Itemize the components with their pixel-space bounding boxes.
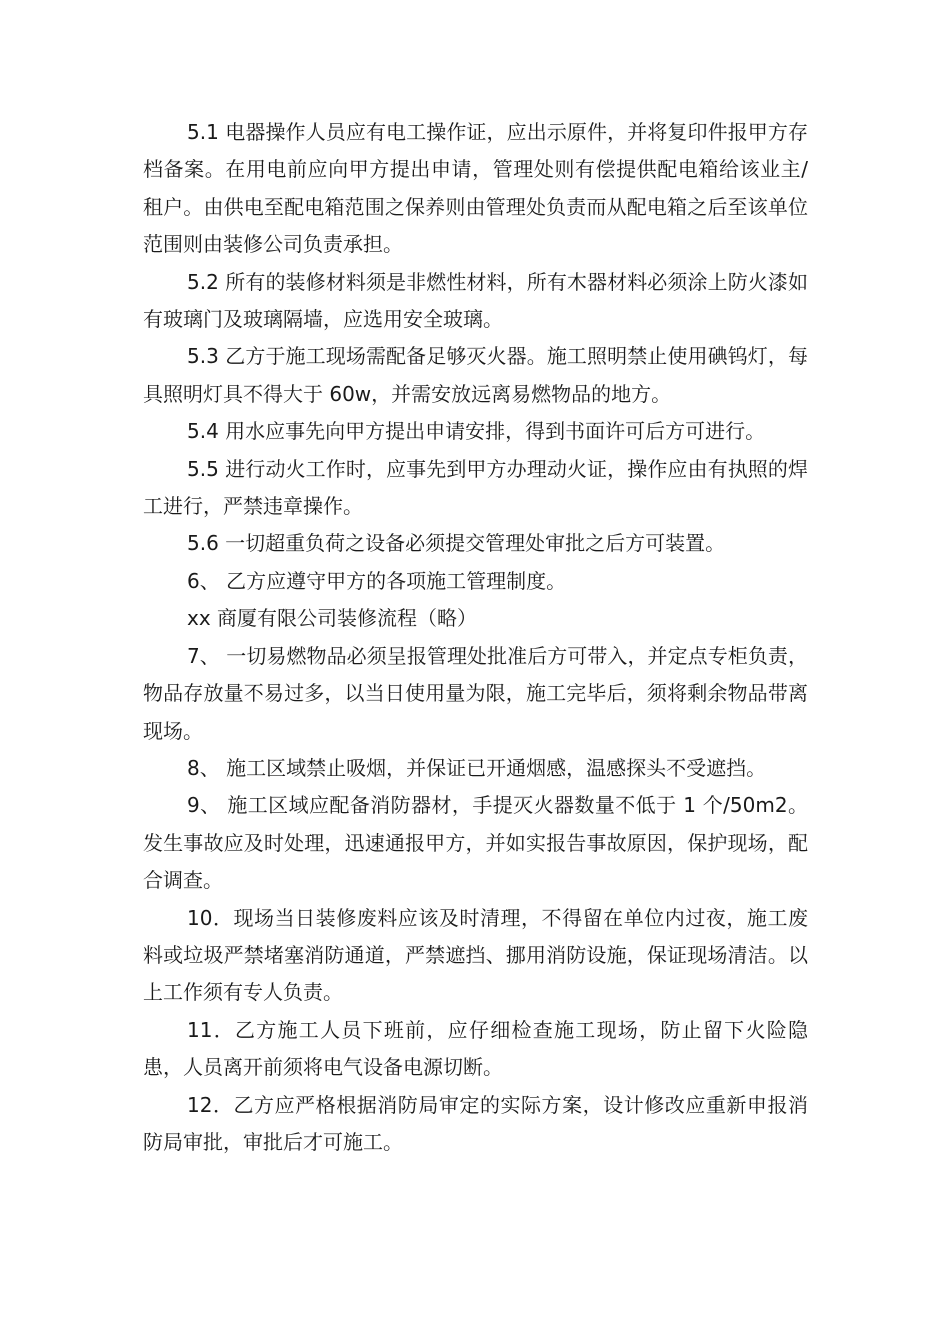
paragraph-12: 12．乙方应严格根据消防局审定的实际方案，设计修改应重新申报消防局审批，审批后才可施工。	[143, 1092, 808, 1154]
paragraph-5-6: 5.6 一切超重负荷之设备必须提交管理处审批之后方可装置。	[187, 531, 726, 556]
paragraph-5-4: 5.4 用水应事先向甲方提出申请安排，得到书面许可后方可进行。	[187, 419, 766, 444]
paragraph-process-note: xx 商厦有限公司装修流程（略）	[187, 606, 478, 631]
paragraph-9: 9、 施工区域应配备消防器材，手提灭火器数量不低于 1 个/50m2。发生事故应及时处理，迅速通报甲方，并如实报告事故原因，保护现场，配合调查。	[143, 793, 808, 893]
paragraph-11: 11．乙方施工人员下班前，应仔细检查施工现场，防止留下火险隐患，人员离开前须将电气设备电源切断。	[143, 1017, 808, 1080]
paragraph-6: 6、 乙方应遵守甲方的各项施工管理制度。	[187, 568, 567, 593]
paragraph-5-2: 5.2 所有的装修材料须是非燃性材料，所有木器材料必须涂上防火漆如有玻璃门及玻璃隔墙，应选用安全玻璃。	[143, 269, 808, 332]
paragraph-8: 8、 施工区域禁止吸烟，并保证已开通烟感，温感探头不受遮挡。	[187, 755, 767, 780]
paragraph-5-5: 5.5 进行动火工作时，应事先到甲方办理动火证，操作应由有执照的焊工进行，严禁违章操作。	[143, 456, 808, 519]
paragraph-5-1: 5.1 电器操作人员应有电工操作证，应出示原件，并将复印件报甲方存档备案。在用电前应向甲方提出申请，管理处则有偿提供配电箱给该业主/租户。由供电至配电箱范围之保养则由管理处负责而从配电箱之后至该单位范围则由装修公司负责承担。	[143, 120, 808, 257]
paragraph-5-3: 5.3 乙方于施工现场需配备足够灭火器。施工照明禁止使用碘钨灯，每具照明灯具不得大于 60w，并需安放远离易燃物品的地方。	[143, 344, 808, 406]
paragraph-7: 7、 一切易燃物品必须呈报管理处批准后方可带入，并定点专柜负责，物品存放量不易过多，以当日使用量为限，施工完毕后，须将剩余物品带离现场。	[143, 643, 808, 743]
document-body	[143, 114, 808, 1161]
paragraph-10: 10．现场当日装修废料应该及时清理，不得留在单位内过夜，施工废料或垃圾严禁堵塞消防通道，严禁遮挡、挪用消防设施，保证现场清洁。以上工作须有专人负责。	[143, 905, 808, 1005]
